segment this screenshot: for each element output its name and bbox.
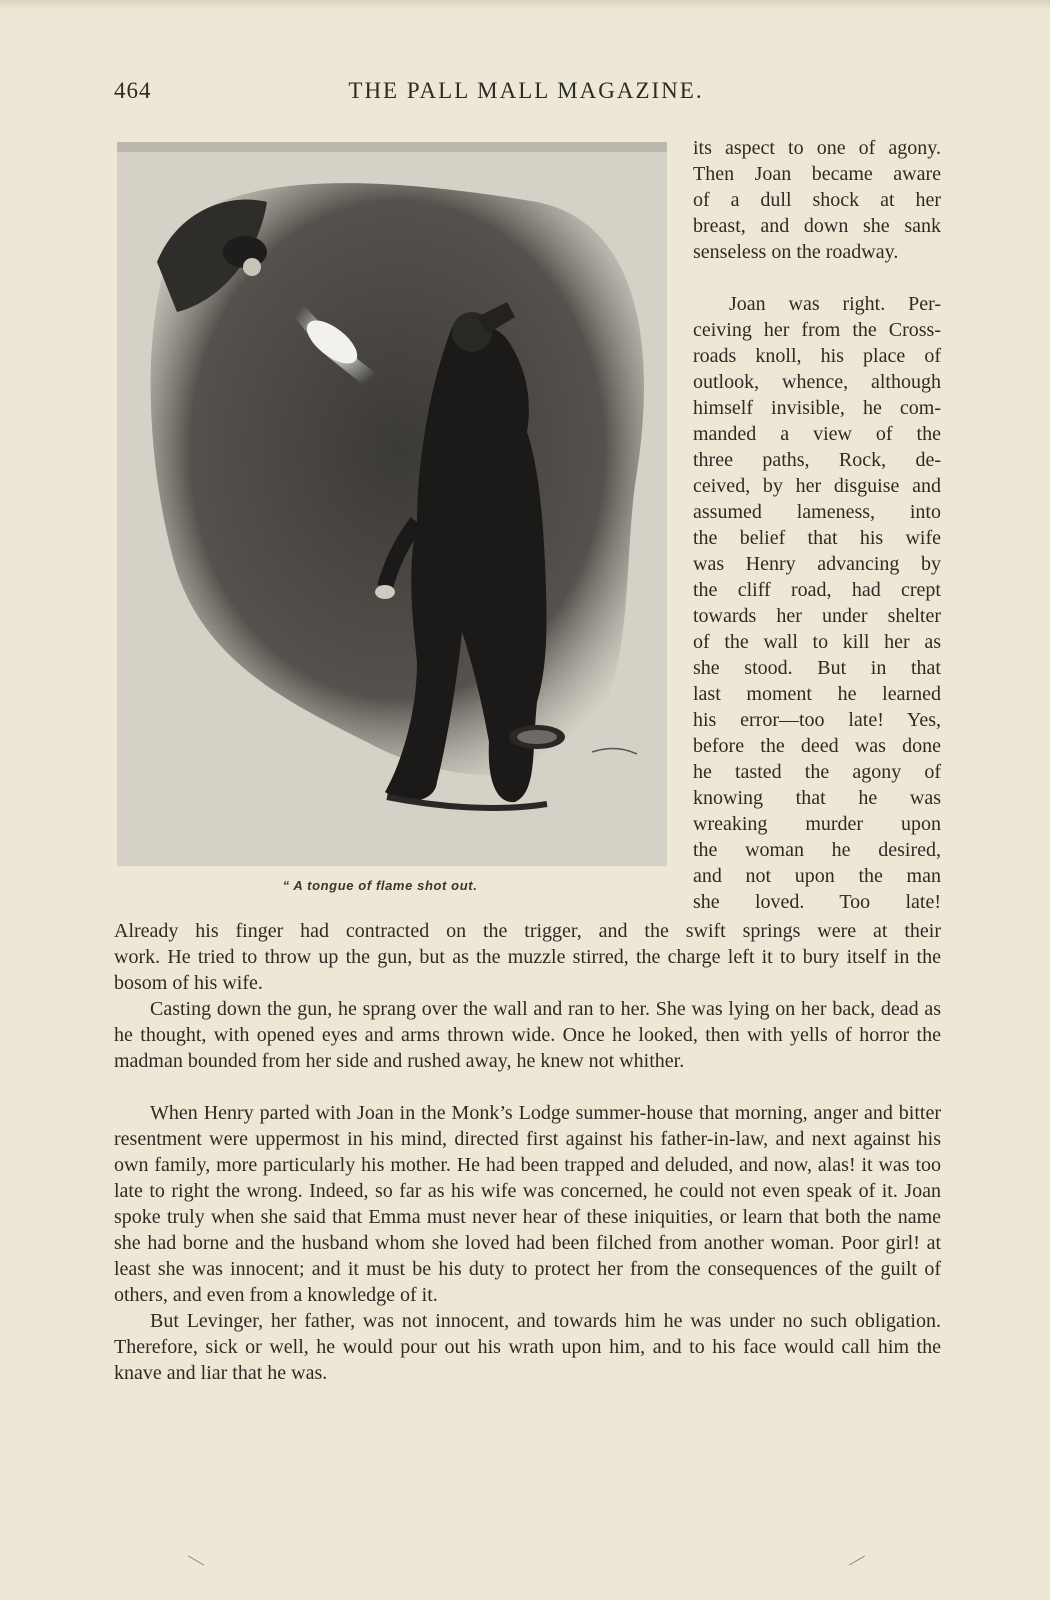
paragraph: Casting down the gun, he sprang over the wall and ran to her. She was lying on her back, dead as he thought, with opened eyes and arms thrown wide. Once he looked, then with yells of horror the madman bounded from her side and rushed away, he knew not whither. [114, 998, 941, 1072]
text-line: outlook, whence, although [693, 371, 941, 393]
text-line: he tasted the agony of [693, 761, 941, 783]
text-line: of a dull shock at her [693, 189, 941, 211]
text-line: breast, and down she sank [693, 215, 941, 237]
section-gap [114, 1074, 941, 1100]
illustration-caption: “ A tongue of flame shot out. [282, 878, 478, 893]
text-line: knowing that he was [693, 787, 941, 809]
text-line: of the wall to kill her as [693, 631, 941, 653]
text-line: manded a view of the [693, 423, 941, 445]
text-line: ceived, by her disguise and [693, 475, 941, 497]
text-line: Joan was right. Per- [729, 293, 941, 315]
text-line: its aspect to one of agony. [693, 137, 941, 159]
illustration-icon [117, 142, 667, 866]
journal-title: THE PALL MALL MAGAZINE. [348, 78, 704, 103]
page-number: 464 [114, 78, 152, 103]
paragraph: work. He tried to throw up the gun, but as the muzzle stirred, the charge left it to bury itself in the bosom of his wife. [114, 946, 941, 994]
text-line: Then Joan became aware [693, 163, 941, 185]
full-width-line: Already his finger had contracted on the trigger, and the swift springs were at their [114, 920, 941, 942]
illustration [117, 142, 667, 866]
text-line: himself invisible, he com- [693, 397, 941, 419]
text-line: roads knoll, his place of [693, 345, 941, 367]
column-paragraph-2 [693, 291, 941, 915]
column-paragraph-1 [693, 135, 941, 265]
text-line: the belief that his wife [693, 527, 941, 549]
paragraph: When Henry parted with Joan in the Monk’s Lodge summer-house that morning, anger and bitter resentment were uppermost in his mind, directed first against his father-in-law, and next against his own family, more particularly his mother. He had been trapped and deluded, and now, alas! it was too late to right the wrong. Indeed, so far as his wife was concerned, he could not even speak of it. Joan spoke truly when she said that Emma must never hear of these iniquities, or learn that both the name she had borne and the husband whom she loved had been filched from another woman. Poor girl! at least she was innocent; and it must be his duty to protect her from the consequences of the guilt of others, and even from a knowledge of it. [114, 1102, 941, 1306]
paragraph: But Levinger, her father, was not innocent, and towards him he was under no such obligation. Therefore, sick or well, he would pour out his wrath upon him, and to his face would call him the knave and liar that he was. [114, 1310, 941, 1384]
text-line: senseless on the roadway. [693, 241, 899, 263]
text-line: she stood. But in that [693, 657, 941, 679]
text-line: before the deed was done [693, 735, 941, 757]
text-line: and not upon the man [693, 865, 941, 887]
text-line: last moment he learned [693, 683, 941, 705]
press-mark [849, 1556, 865, 1566]
text-line: assumed lameness, into [693, 501, 941, 523]
text-line: his error—too late! Yes, [693, 709, 941, 731]
right-column [693, 135, 941, 915]
page-edge [0, 0, 1050, 10]
paragraph-gap [693, 265, 941, 291]
text-line: she loved. Too late! [693, 891, 941, 913]
text-line: the cliff road, had crept [693, 579, 941, 601]
text-line: the woman he desired, [693, 839, 941, 861]
text-line: was Henry advancing by [693, 553, 941, 575]
text-line: wreaking murder upon [693, 813, 941, 835]
text-line: three paths, Rock, de- [693, 449, 941, 471]
press-mark [188, 1556, 204, 1566]
body-text [114, 944, 941, 1386]
text-line: ceiving her from the Cross- [693, 319, 941, 341]
text-line: towards her under shelter [693, 605, 941, 627]
running-head [114, 78, 938, 108]
